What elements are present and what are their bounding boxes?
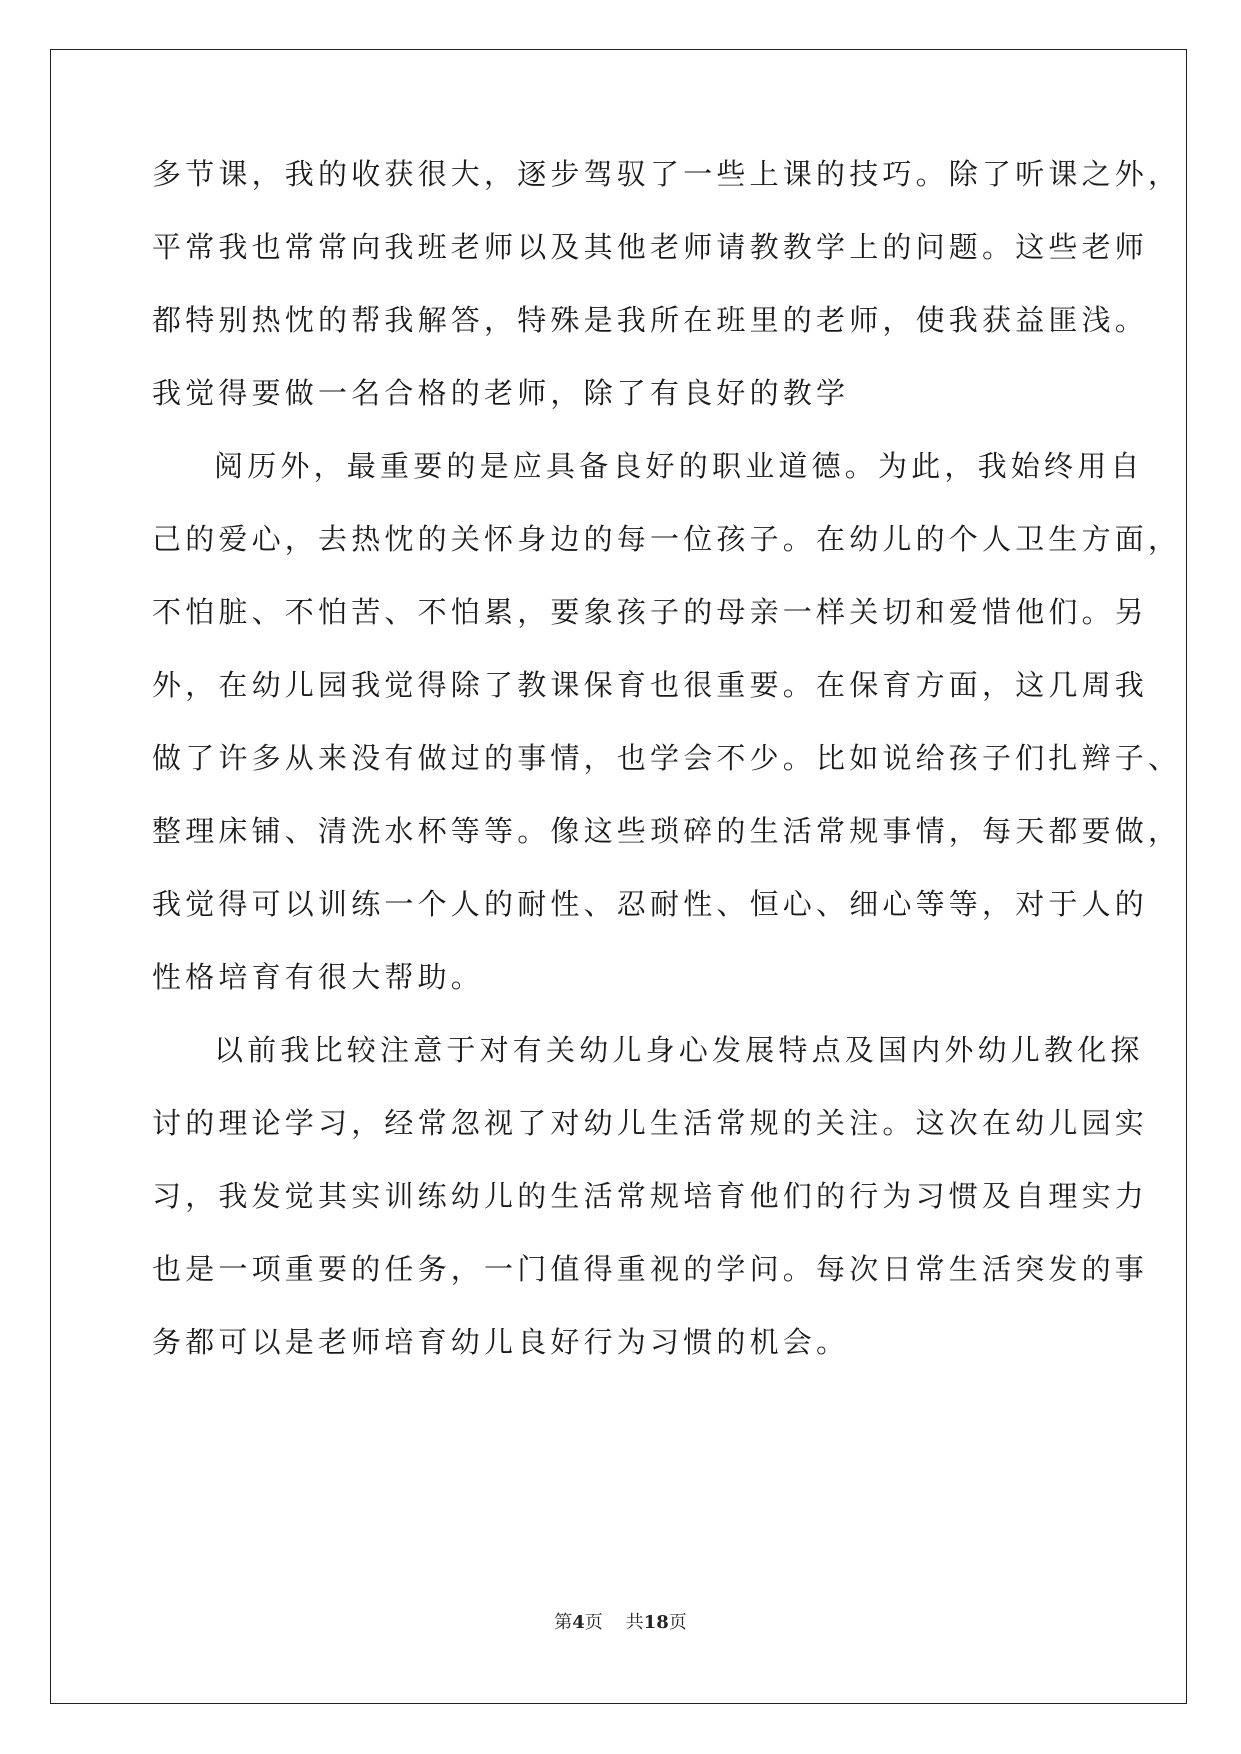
body-line-10: 整理床铺、清洗水杯等等。像这些琐碎的生活常规事情，每天都要做， [152,814,1182,848]
page-footer [0,1608,1241,1634]
total-pages: 18 [643,1612,669,1633]
body-line-17: 务都可以是老师培育幼儿良好行为习惯的机会。 [152,1325,850,1359]
body-line-3: 都特别热忱的帮我解答，特殊是我所在班里的老师，使我获益匪浅。 [152,303,1149,337]
body-line-7: 不怕脏、不怕苦、不怕累，要象孩子的母亲一样关切和爱惜他们。另 [152,595,1149,629]
body-line-1: 多节课，我的收获很大，逐步驾驭了一些上课的技巧。除了听课之外， [152,157,1182,191]
body-line-16: 也是一项重要的任务，一门值得重视的学问。每次日常生活突发的事 [152,1252,1149,1286]
body-line-4: 我觉得要做一名合格的老师，除了有良好的教学 [152,376,850,410]
page-prefix: 第 [554,1612,573,1633]
body-line-15: 习，我发觉其实训练幼儿的生活常规培育他们的行为习惯及自理实力 [152,1179,1149,1213]
page-number: 4 [572,1612,585,1633]
body-line-9: 做了许多从来没有做过的事情，也学会不少。比如说给孩子们扎辫子、 [152,741,1182,775]
body-line-8: 外，在幼儿园我觉得除了教课保育也很重要。在保育方面，这几周我 [152,668,1149,702]
body-line-2: 平常我也常常向我班老师以及其他老师请教教学上的问题。这些老师 [152,230,1149,264]
body-line-5: 阅历外，最重要的是应具备良好的职业道德。为此，我始终用自 [214,449,1144,483]
body-line-6: 己的爱心，去热忱的关怀身边的每一位孩子。在幼儿的个人卫生方面， [152,522,1182,556]
body-line-14: 讨的理论学习，经常忽视了对幼儿生活常规的关注。这次在幼儿园实 [152,1106,1149,1140]
total-suffix: 页 [668,1612,687,1633]
page-border [50,49,1187,1704]
body-line-13: 以前我比较注意于对有关幼儿身心发展特点及国内外幼儿教化探 [214,1033,1144,1067]
body-line-11: 我觉得可以训练一个人的耐性、忍耐性、恒心、细心等等，对于人的 [152,887,1149,921]
page-suffix: 页 [584,1612,603,1633]
total-prefix: 共 [625,1612,644,1633]
body-line-12: 性格培育有很大帮助。 [152,960,485,994]
